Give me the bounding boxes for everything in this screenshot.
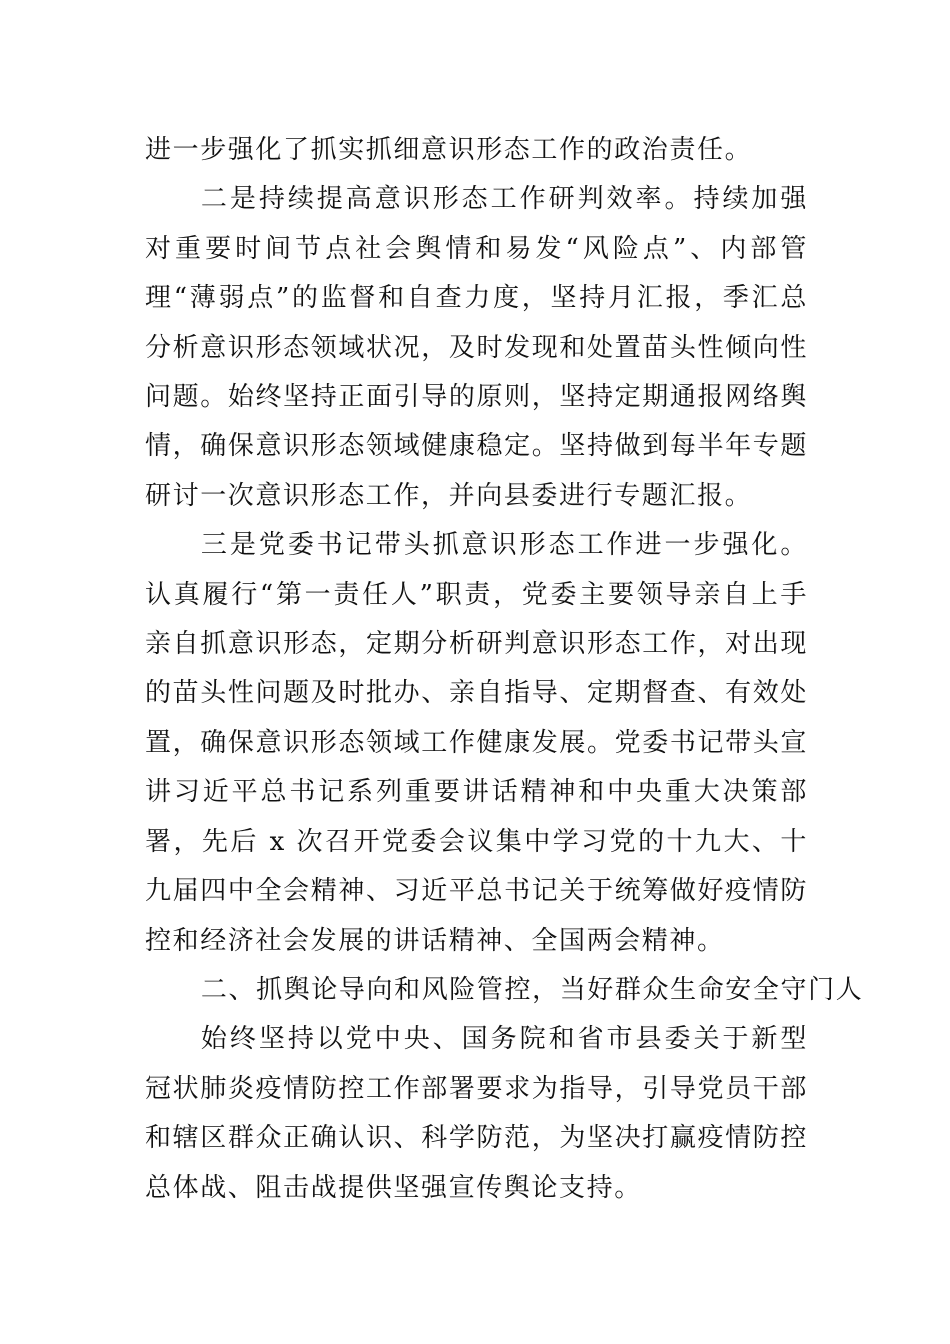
document-body <box>145 126 864 1213</box>
paragraph-research-efficiency: 二是持续提高意识形态工作研判效率。持续加强对重要时间节点社会舆情和易发“风险点”、内部管理“薄弱点”的监督和自查力度，坚持月汇报，季汇总分析意识形态领域状况，及时发现和处置苗头性倾向性问题。始终坚持正面引导的原则，坚持定期通报网络舆情，确保意识形态领域健康稳定。坚持做到每半年专题研讨一次意识形态工作，并向县委进行专题汇报。 <box>145 184 808 511</box>
paragraph-party-secretary-lead: 三是党委书记带头抓意识形态工作进一步强化。认真履行“第一责任人”职责，党委主要领导亲自上手亲自抓意识形态，定期分析研判意识形态工作，对出现的苗头性问题及时批办、亲自指导、定期督查、有效处置，确保意识形态领域工作健康发展。党委书记带头宣讲习近平总书记系列重要讲话精神和中央重大决策部署，先后 x 次召开党委会议集中学习党的十九大、十九届四中全会精神、习近平总书记关于统筹做好疫情防控和经济社会发展的讲话精神、全国两会精神。 <box>145 530 808 956</box>
section-heading-public-opinion: 二、抓舆论导向和风险管控，当好群众生命安全守门人 <box>200 974 864 1005</box>
paragraph-epidemic-guidance: 始终坚持以党中央、国务院和省市县委关于新型冠状肺炎疫情防控工作部署要求为指导，引导党员干部和辖区群众正确认识、科学防范，为坚决打赢疫情防控总体战、阻击战提供坚强宣传舆论支持。 <box>145 1024 808 1203</box>
paragraph-continuation: 进一步强化了抓实抓细意识形态工作的政治责任。 <box>145 135 753 165</box>
